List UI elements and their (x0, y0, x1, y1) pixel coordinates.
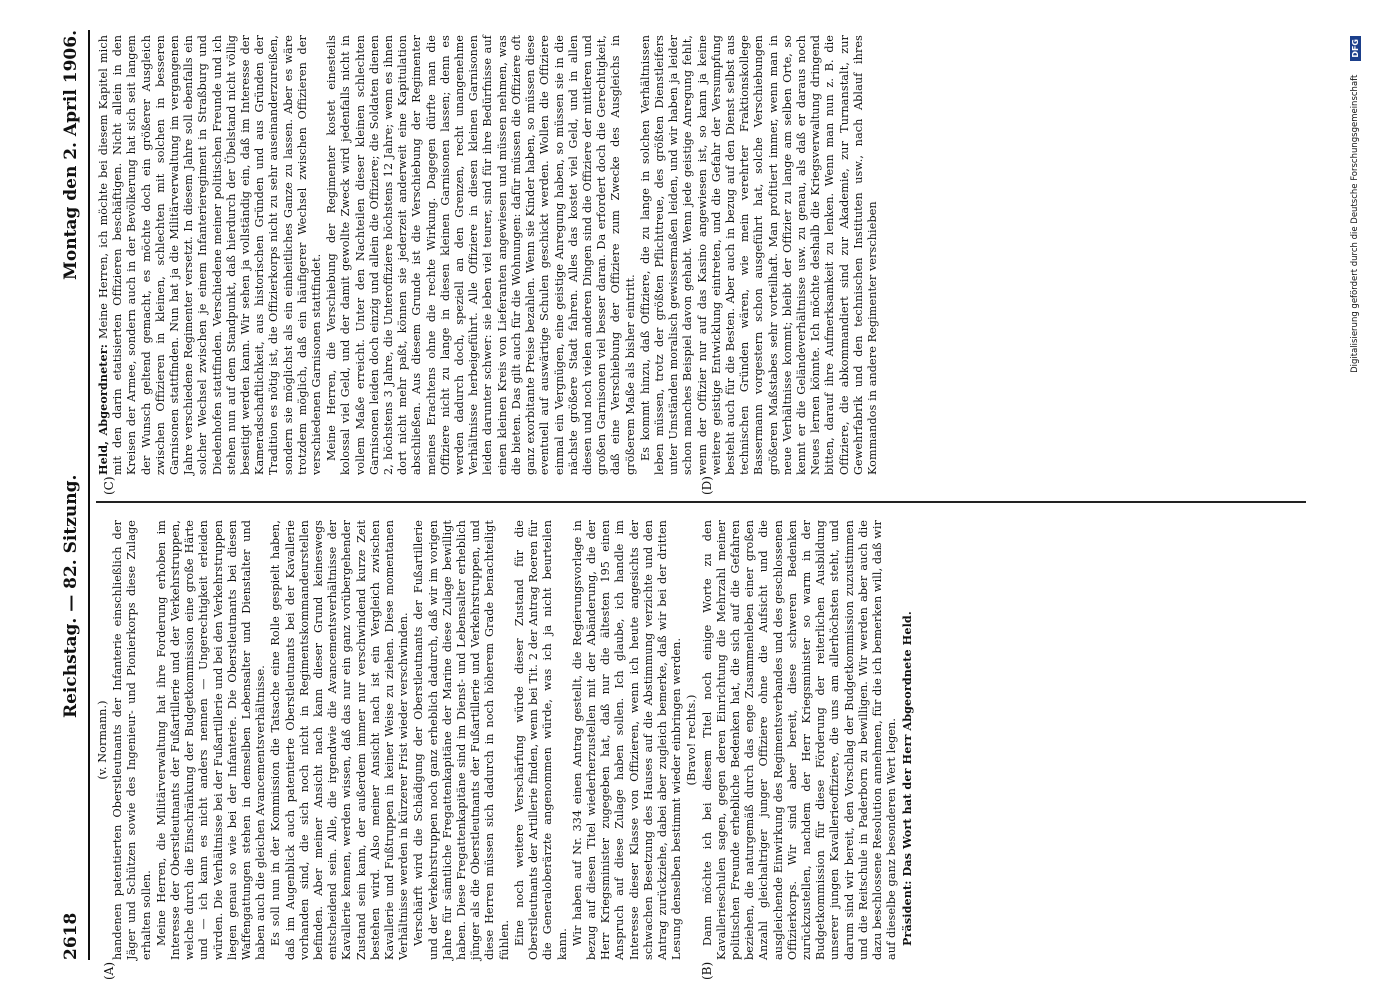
paragraph: Meine Herren, ich möchte bei diesem Kapitel mich mit den darin etatisierten Offizieren beschäftigen. Nicht allein in den Kreisen der Armee, sondern auch in der Bevölkerung hat sich seit langem der Wunsch geltend gemacht, es möchte doch ein größerer Ausgleich zwischen Offizieren in kleinen, schlechten mit solchen in besseren Garnisonen stattfinden. Nun hat ja die Militärverwaltung im vergangenen Jahre verschiedene Regimenter versetzt. In diesem Jahre soll ebenfalls ein solcher Wechsel zwischen je einem Infanterieregiment in Straßburg und Diedenhofen stattfinden. Verschiedene meiner politischen Freunde und ich stehen nun auf dem Standpunkt, daß hierdurch der Übelstand nicht völlig beseitigt werden kann. Wir sehen ja vollständig ein, daß im Interesse der Kameradschaftlichkeit, aus historischen Gründen und aus Gründen der Tradition es nötig ist, die Offizierkorps nicht zu sehr auseinanderzureißen, sondern sie möglichst als ein einheitliches Ganze zu lassen. Aber es wäre trotzdem möglich, daß ein häufigerer Wechsel zwischen Offizieren der verschiedenen Garnisonen stattfindet. (97, 34, 324, 475)
speaker-name: Held, Abgeordneter: (96, 344, 110, 475)
president-statement: Präsident: Das Wort hat der Herr Abgeordnete Held. (900, 611, 915, 946)
paragraph: Meine Herren, die Verschiebung der Regimenter kostet einesteils kolossal viel Geld, und der damit gewollte Zweck wird jedenfalls nicht in vollem Maße erreicht. Unter den Nachteilen dieser kleinen schlechten Garnisonen leiden doch einzig und allein die Offiziere; die Soldaten dienen 2, höchstens 3 Jahre, die Unteroffiziere höchstens 12 Jahre; wenn es ihnen dort nicht mehr paßt, können sie jederzeit anderweit eine Kapitulation abschließen. Aus diesem Grunde ist die Verschiebung der Regimenter meines Erachtens ohne die rechte Wirkung. Dagegen dürfte man die Offiziere nicht zu lange in diesen kleinen Garnisonen lassen; denn es werden dadurch doch, speziell an den Grenzen, recht unangenehme Verhältnisse herbeigeführt. Alle Offiziere in diesen kleinen Garnisonen leiden darunter schwer: sie leben viel teurer, sind für ihre Bedürfnisse auf einen kleinen Kreis von Lieferanten angewiesen und müssen nehmen, was die bieten. Das gilt auch für die Wohnungen: dafür müssen die Offiziere oft ganz exorbitante Preise bezahlen. Wenn sie Kinder haben, so müssen diese eventuell auf auswärtige Schulen geschickt werden. Wollen die Offiziere einmal ein Vergnügen, eine geistige Anregung haben, so müssen sie in die nächste größere Stadt fahren. Alles das kostet viel Geld, und in allen diesen und noch vielen anderen Dingen sind die Offiziere der mittleren und großen Garnisonen viel besser daran. Da erfordert doch die Gerechtigkeit, daß eine Verschiebung der Offiziere zum Zwecke des Ausgleichs in größerem Maße als bisher eintritt. (325, 35, 637, 475)
paragraph: Dann möchte ich bei diesem Titel noch einige Worte zu den Kavallerieschulen sagen, gegen deren Einrichtung die Mehrzahl meiner politischen Freunde erhebliche Bedenken hat, die sich auf die Gefahren beziehen, die naturgemäß durch das enge Zusammenleben einer großen Anzahl gleichaltriger junger Offiziere ohne die Aufsicht und die ausgleichende Einwirkung des Regimentsverbandes und des geschlossenen Offizierkorps. Wir sind aber bereit, diese schweren Bedenken zurückzustellen, nachdem der Herr Kriegsminister so warm in der Budgetkommission für diese Förderung der reiterlichen Ausbildung unserer jungen Kavallerieoffiziere, die uns am allerhöchsten steht, und darum sind wir bereit, den Vorschlag der Budgetkommission zuzustimmen und die Reitschule in Paderborn zu bewilligen. Wir werden aber auch die dazu beschlossene Resolution annehmen, für die ich bemerken will, daß wir auf dieselbe ganz besonderen Wert legen. (700, 520, 899, 960)
credit-text: Digitalisierung gefördert durch die Deutsche Forschungsgemeinschaft (1350, 74, 1360, 373)
dfg-logo: DFG (1350, 36, 1361, 61)
paragraph: Meine Herren, die Militärverwaltung hat ihre Forderung erhoben im Interesse der Oberstleutnants der Fußartillerie und der Verkehrstruppen, welche durch die Einschränkung der Budgetkommission eine große Härte und — ich kann es nicht anders nennen — Ungerechtigkeit erleiden würden. Die Verhältnisse bei der Fußartillerie und bei den Verkehrstruppen liegen genau so wie bei der Infanterie. Die Oberstleutnants bei diesen Waffengattungen stehen in demselben Lebensalter und Dienstalter und haben auch die gleichen Avancementsverhältnisse. (154, 520, 268, 960)
paragraph: Es soll nun in der Kommission die Tatsache eine Rolle gespielt haben, daß im Augenblick auch patentierte Oberstleutnants bei der Kavallerie vorhanden sind, die sich noch nicht in Regimentskommandeurstellen befinden. Aber meiner Ansicht nach kann dieser Grund keineswegs entscheidend sein. Alle, die irgendwie die Avancementsverhältnisse der Kavallerie kennen, werden wissen, daß das nur ein ganz vorübergehender Zustand sein kann, der außerdem immer nur verschwindend kurze Zeit bestehen wird. Also meiner Ansicht nach ist ein Vergleich zwischen Kavallerie und Fußtruppen in keiner Weise zu ziehen. Diese momentanen Verhältnisse werden in kürzerer Frist wieder verschwinden. (269, 520, 411, 960)
margin-marker-d: (D) (700, 476, 714, 495)
applause-note: (Bravo! rechts.) (685, 694, 699, 786)
speaker-continued: (v. Normann.) (96, 700, 109, 780)
running-head (58, 30, 84, 960)
page-number: 2618 (61, 912, 81, 960)
session-date: Montag den 2. April 1906. (61, 30, 81, 280)
margin-marker-a: (A) (102, 961, 116, 980)
column-rule (96, 502, 1306, 504)
paragraph: Wir haben auf Nr. 334 einen Antrag gestellt, die Regierungsvorlage in bezug auf diesen Titel wiederherzustellen mit der Abänderung, die der Herr Kriegsminister zugegeben hat, daß nur die ältesten 195 einen Anspruch auf diese Zulage haben sollen. Ich glaube, ich handle im Interesse dieser Klasse von Offizieren, wenn ich heute angesichts der schwachen Besetzung des Hauses auf die Abstimmung verzichte und den Antrag zurückziehe, dabei aber zugleich bemerke, daß wir bei der dritten Lesung denselben bestimmt wieder einbringen werden. (570, 520, 684, 960)
left-column (96, 520, 916, 960)
paragraph: Eine noch weitere Verschärfung würde dieser Zustand für die Oberstleutnants der Artillerie finden, wenn bei Tit. 2 der Antrag Roeren für die Generaloberärzte angenommen würde, was ich ja nicht beurteilen kann. (512, 520, 569, 960)
right-column (96, 35, 881, 475)
margin-marker-c: (C) (102, 476, 116, 495)
margin-marker-b: (B) (700, 961, 714, 980)
digitization-credit (1345, 0, 1365, 1000)
paragraph: Verschärft wird die Schädigung der Oberstleutnants der Fußartillerie und der Verkehrstruppen noch ganz erheblich dadurch, daß wir im vorigen Jahre für sämtliche Fregattenkapitäne der Marine diese Zulage bewilligt haben. Diese Fregattenkapitäne sind im Dienst- und Lebensalter erheblich jünger als die Oberstleutnants der Fußartillerie und Verkehrstruppen, und diese Herren müssen sich dadurch in noch höherem Grade benachteiligt fühlen. (412, 520, 511, 960)
header-rule (88, 30, 90, 960)
session-title: Reichstag. — 82. Sitzung. (61, 474, 81, 719)
paragraph: Es kommt hinzu, daß Offiziere, die zu lange in solchen Verhältnissen leben müssen, trotz der größten Pflichttreue, des größten Dienstleifers unter Umständen moralisch gewissermaßen leiden, und wir haben ja leider schon manches Beispiel davon gehabt. Wenn jede geistige Anregung fehlt, wenn der Offizier nur auf das Kasino angewiesen ist, so kann ja keine weitere geistige Entwicklung eintreten, und die Gefahr der Versumpfung besteht auch für die Besten. Aber auch in bezug auf den Dienst selbst aus technischen Gründen wären, wie mein verehrter Fraktionskollege Bassermann vorgestern schon ausgeführt hat, solche Verschiebungen größeren Maßstabes sehr vorteilhaft. Man profitiert immer, wenn man in neue Verhältnisse kommt; bleibt der Offizier zu lange am selben Orte, so kennt er die Geländeverhältnisse usw. zu genau, als daß er daraus noch Neues lernen könnte. Ich möchte deshalb die Kriegsverwaltung dringend bitten, darauf ihre Aufmerksamkeit zu lenken. Wenn man nun z. B. die Offiziere, die abkommandiert sind zur Akademie, zur Turnanstalt, zur Gewehrfabrik und den technischen Instituten usw., nach Ablauf ihres Kommandos in andere Regimenter verschieben (638, 35, 879, 475)
paragraph: handenen patentierten Oberstleutnants der Infanterie einschließlich der Jäger und Schützen sowie des Ingenieur- und Pionierkorps diese Zulage erhalten sollen. (111, 520, 153, 960)
